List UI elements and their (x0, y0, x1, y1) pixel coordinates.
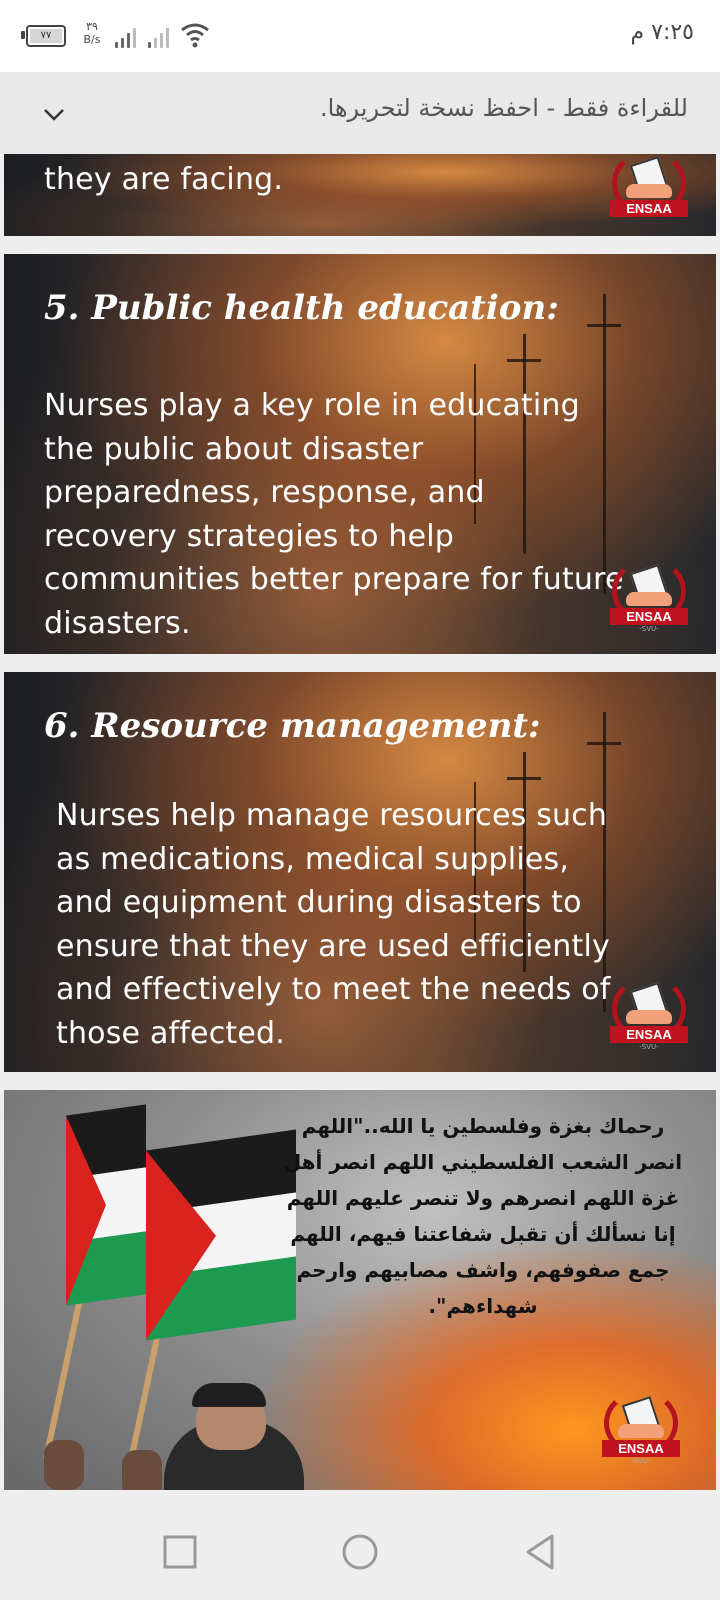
slide-body: they are facing. (44, 162, 284, 197)
logo-name: ENSAA (610, 1026, 688, 1043)
chevron-down-icon[interactable] (40, 100, 68, 128)
logo-sub: -SVU- (639, 1043, 659, 1051)
signal-icon (115, 26, 136, 48)
status-bar (0, 0, 720, 72)
signal-icon (148, 26, 169, 48)
logo-name: ENSAA (610, 608, 688, 625)
network-speed (80, 20, 104, 46)
back-triangle-icon[interactable] (520, 1532, 560, 1572)
raised-fist (44, 1440, 84, 1490)
palestine-flag (66, 1104, 146, 1305)
ensaa-logo (596, 1390, 686, 1468)
read-only-message: للقراءة فقط - احفظ نسخة لتحريرها. (319, 94, 688, 122)
logo-sub: -SVU- (631, 1457, 651, 1465)
ensaa-logo (604, 154, 694, 228)
slide-body: Nurses help manage resources such as medications, medical supplies, and equipment during disasters to ensure that they are used efficiently and effectively to meet the needs of those affected. (56, 798, 611, 1051)
read-only-banner (0, 72, 720, 154)
slide-card (4, 1090, 716, 1490)
logo-sub: -SVU- (639, 625, 659, 633)
recents-square-icon[interactable] (160, 1532, 200, 1572)
wifi-icon (180, 22, 210, 48)
battery-level: ٧٧ (30, 29, 62, 43)
navigation-bar (0, 1500, 720, 1600)
palestine-flag (146, 1129, 296, 1340)
logo-name: ENSAA (610, 200, 688, 217)
home-circle-icon[interactable] (340, 1532, 380, 1572)
slide-card (4, 154, 716, 236)
ensaa-logo (604, 976, 694, 1054)
slide-body: Nurses play a key role in educating the public about disaster preparedness, response, and recovery strategies to help communities better prepare for future disasters. (44, 388, 624, 641)
slide-title: 5. Public health education: (44, 288, 559, 328)
slide-title: 6. Resource management: (44, 706, 541, 746)
slide-card (4, 672, 716, 1072)
raised-fist (122, 1450, 162, 1490)
clock: ٧:٢٥ م (630, 20, 694, 45)
prayer-text: رحماك بغزة وفلسطين يا الله.."اللهم انصر الشعب الفلسطيني اللهم انصر أهل غزة اللهم انصرهم ولا تنصر عليهم اللهم إنا نسألك أن تقبل شفاعتنا فيهم، اللهم جمع صفوفهم، واشف مصابيهم وارحم شهداءهم". (283, 1114, 683, 1318)
logo-name: ENSAA (602, 1440, 680, 1457)
network-speed-value: ٣٩ (86, 20, 98, 33)
slide-card (4, 254, 716, 654)
ensaa-logo (604, 558, 694, 636)
network-speed-unit: B/s (83, 33, 101, 46)
